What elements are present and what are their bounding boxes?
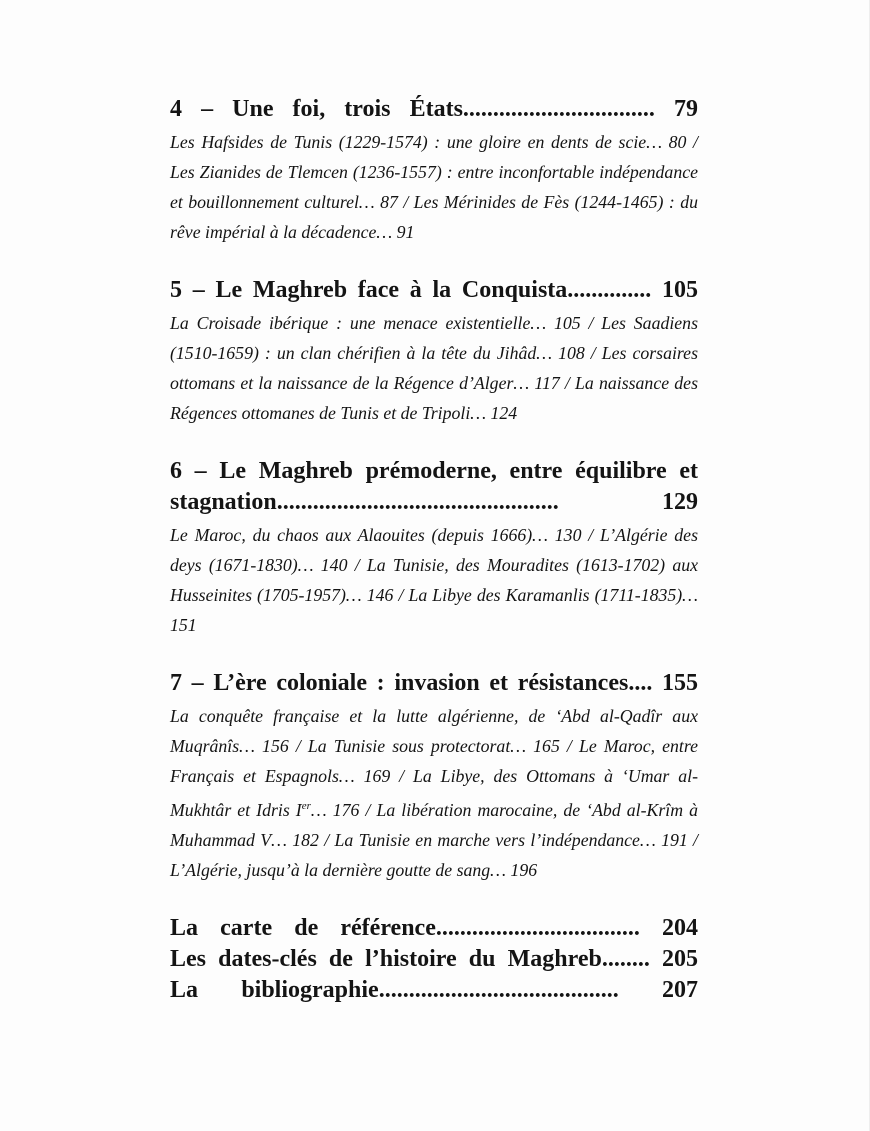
chapter-summary bbox=[170, 701, 698, 885]
chapter-summary: Le Maroc, du chaos aux Alaouites (depuis 1666)… 130 / L’Algérie des deys (1671-1830)… 140 / La Tunisie, des Mouradites (1613-1702) aux Husseinites (1705-1957)… 146 / La Libye des Karamanlis (1711-1835)… 151 bbox=[170, 525, 698, 635]
chapter-summary-part-1: La conquête française et la lutte algérienne, de ‘Abd al-Qadîr aux Muqrânîs… 156 / La Tunisie sous protectorat… 165 / Le Maroc, entre Français et Espagnols… 169 / La Libye, des Ottomans à ‘Umar al-Mukhtâr et Idris I bbox=[170, 706, 698, 820]
chapter-title: 7 – L’ère coloniale : invasion et résistances.... 155 bbox=[170, 670, 698, 696]
toc-chapter-6 bbox=[170, 456, 698, 640]
toc-entry-map: La carte de référence.................................. 204 bbox=[170, 914, 698, 941]
toc-chapter-7 bbox=[170, 668, 698, 885]
table-of-contents bbox=[170, 94, 698, 1006]
ordinal-superscript: er bbox=[301, 800, 311, 812]
toc-entry-dates: Les dates-clés de l’histoire du Maghreb........ 205 bbox=[170, 945, 698, 972]
toc-entry-bibliography: La bibliographie........................................ 207 bbox=[170, 976, 698, 1003]
chapter-title-line-1: 6 – Le Maghreb prémoderne, entre équilibre et bbox=[170, 458, 698, 484]
chapter-summary: La Croisade ibérique : une menace existentielle… 105 / Les Saadiens (1510-1659) : un clan chérifien à la tête du Jihâd… 108 / Les corsaires ottomans et la naissance de la Régence d’Alger… 117 / La naissance des Régences ottomanes de Tunis et de Tripoli… 124 bbox=[170, 313, 698, 423]
toc-chapter-4 bbox=[170, 94, 698, 247]
chapter-summary-part-2: … 176 / La libération marocaine, de ‘Abd al-Krîm à Muhammad V… 182 / La Tunisie en marche vers l’indépendance… 191 / L’Algérie, jusqu’à la dernière goutte de sang… 196 bbox=[170, 799, 698, 880]
chapter-title-line-2: stagnation............................................... 129 bbox=[170, 489, 698, 515]
toc-appendices bbox=[170, 913, 698, 1006]
toc-chapter-5 bbox=[170, 275, 698, 428]
chapter-summary: Les Hafsides de Tunis (1229-1574) : une gloire en dents de scie… 80 / Les Zianides de Tlemcen (1236-1557) : entre inconfortable indépendance et bouillonnement culturel… 87 / Les Mérinides de Fès (1244-1465) : du rêve impérial à la décadence… 91 bbox=[170, 132, 698, 242]
chapter-title: 5 – Le Maghreb face à la Conquista.............. 105 bbox=[170, 277, 698, 303]
chapter-title: 4 – Une foi, trois États................................ 79 bbox=[170, 96, 698, 122]
